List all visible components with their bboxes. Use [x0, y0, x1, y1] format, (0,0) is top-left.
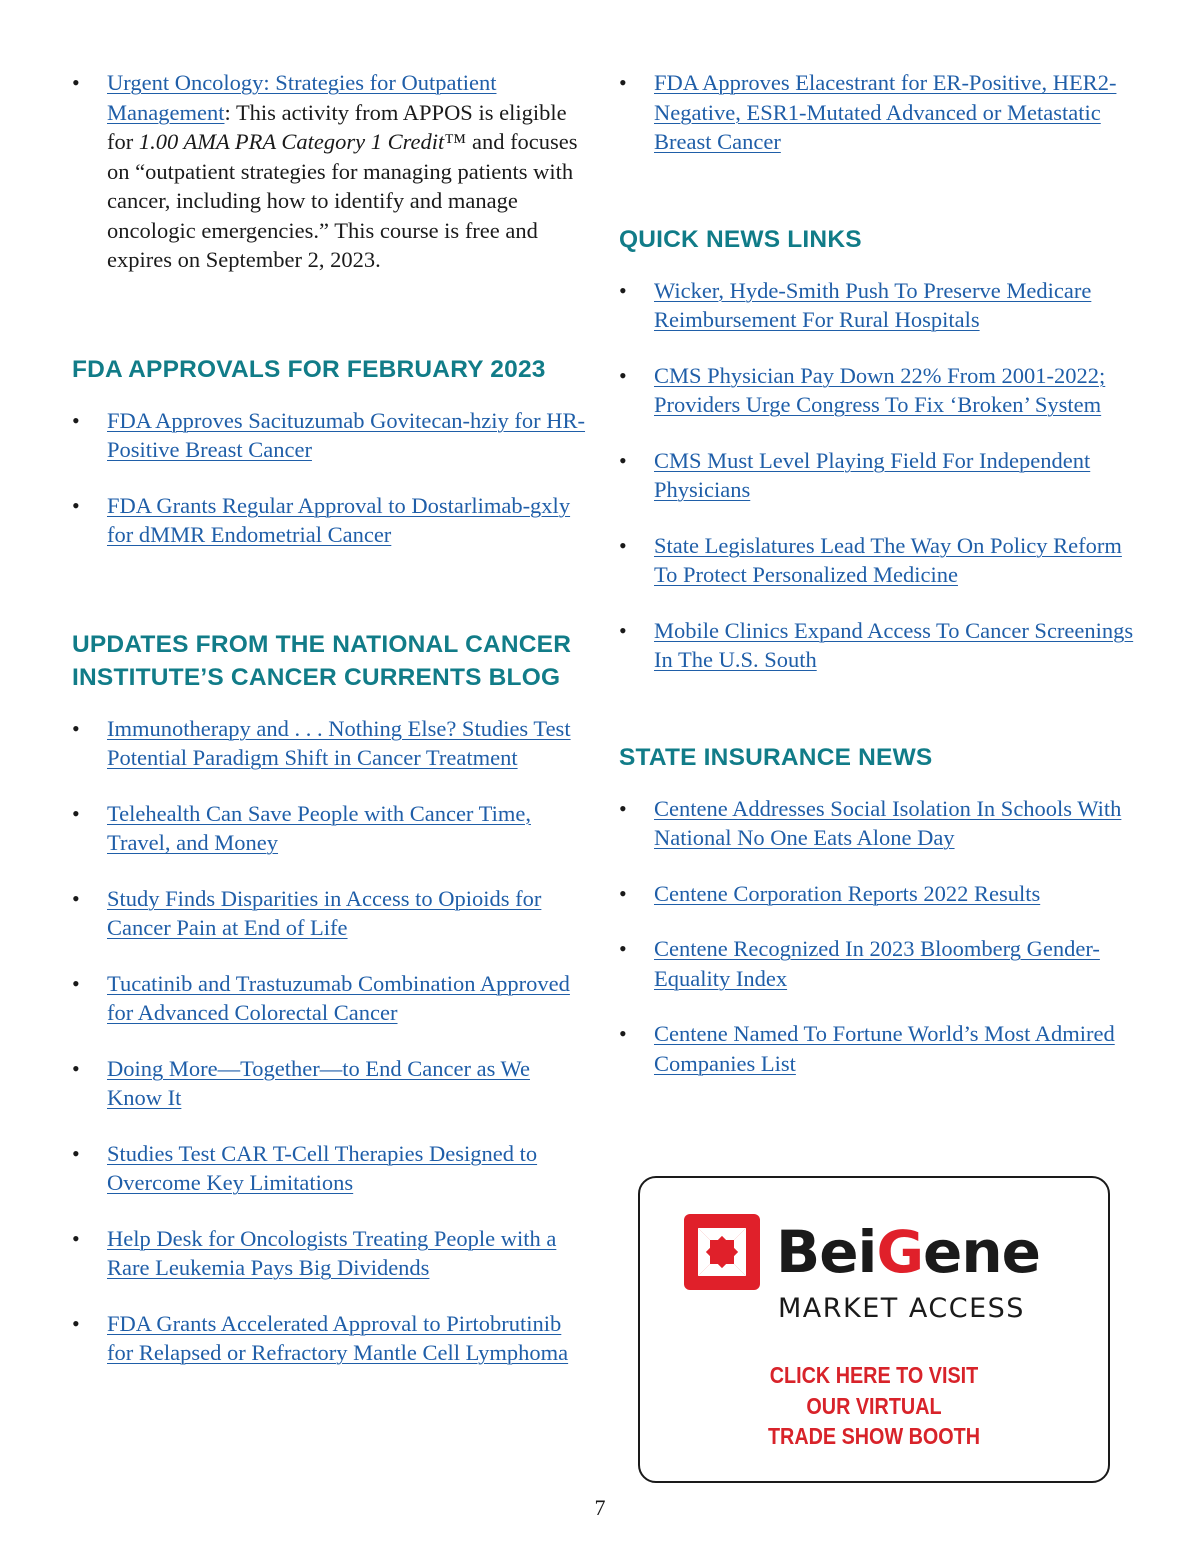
list-item — [619, 276, 1139, 335]
fda-approvals-heading: FDA APPROVALS FOR FEBRUARY 2023 — [72, 355, 546, 383]
cta-line: OUR VIRTUAL — [806, 1392, 942, 1419]
intro-list — [72, 68, 587, 275]
nci-updates-heading: UPDATES FROM THE NATIONAL CANCER INSTITUTE’S CANCER CURRENTS BLOG — [72, 630, 572, 691]
nci-item-link[interactable]: Help Desk for Oncologists Treating People with a Rare Leukemia Pays Big Dividends — [107, 1225, 557, 1280]
list-item — [619, 794, 1139, 853]
list-item — [72, 1054, 587, 1113]
intro-text-2: ™ and focuses on “outpatient strategies for managing patients with cancer, including how to identify and manage oncologic emergencies.” This course is free and expires on September 2, 2023. — [107, 129, 578, 272]
intro-text-1: : This activity from APPOS is eligible for — [107, 99, 567, 154]
page-number: 7 — [594, 1495, 606, 1520]
list-item — [619, 68, 1139, 157]
list-item — [72, 1224, 587, 1283]
list-item — [72, 799, 587, 858]
list-item — [72, 714, 587, 773]
state-insurance-heading: STATE INSURANCE NEWS — [619, 743, 933, 771]
nci-item-link[interactable]: Study Finds Disparities in Access to Opioids for Cancer Pain at End of Life — [107, 885, 542, 940]
intro-credit-italic: 1.00 AMA PRA Category 1 Credit — [138, 129, 445, 154]
nci-updates-list — [72, 714, 587, 1368]
nci-item-link[interactable]: Telehealth Can Save People with Cancer Time, Travel, and Money — [107, 800, 531, 855]
nci-item-link[interactable]: FDA Grants Accelerated Approval to Pirtobrutinib for Relapsed or Refractory Mantle Cell Lymphoma — [107, 1310, 569, 1365]
news-item-link[interactable]: Wicker, Hyde-Smith Push To Preserve Medicare Reimbursement For Rural Hospitals — [654, 277, 1092, 332]
list-item — [619, 1019, 1139, 1078]
insurance-item-link[interactable]: Centene Addresses Social Isolation In Schools With National No One Eats Alone Day — [654, 795, 1122, 850]
list-item — [72, 969, 587, 1028]
nci-item-link[interactable]: Studies Test CAR T-Cell Therapies Designed to Overcome Key Limitations — [107, 1140, 538, 1195]
cta-line: TRADE SHOW BOOTH — [767, 1423, 981, 1449]
list-item — [619, 446, 1139, 505]
list-item — [619, 531, 1139, 590]
list-item — [619, 361, 1139, 420]
quick-news-heading: QUICK NEWS LINKS — [619, 225, 862, 253]
beigene-logo-icon — [684, 1214, 760, 1290]
news-item-link[interactable]: CMS Physician Pay Down 22% From 2001-2022; Providers Urge Congress To Fix ‘Broken’ System — [654, 362, 1106, 417]
nci-item-link[interactable]: Tucatinib and Trastuzumab Combination Approved for Advanced Colorectal Cancer — [107, 970, 570, 1025]
nci-item-link[interactable]: Doing More—Together—to End Cancer as We Know It — [107, 1055, 530, 1110]
state-insurance-list — [619, 794, 1139, 1079]
fda-item-link[interactable]: FDA Grants Regular Approval to Dostarlimab-gxly for dMMR Endometrial Cancer — [107, 492, 571, 547]
list-item — [619, 934, 1139, 993]
virtual-booth-cta — [673, 1360, 1075, 1452]
fda-approvals-list — [72, 406, 587, 550]
insurance-item-link[interactable]: Centene Recognized In 2023 Bloomberg Gender-Equality Index — [654, 936, 1100, 991]
list-item — [72, 884, 587, 943]
insurance-item-link[interactable]: Centene Corporation Reports 2022 Results — [654, 880, 1041, 906]
beigene-wordmark: BeiGene — [776, 1218, 1041, 1286]
beigene-trade-show-ad[interactable] — [638, 1176, 1110, 1483]
news-item-link[interactable]: State Legislatures Lead The Way On Policy Reform To Protect Personalized Medicine — [654, 532, 1122, 587]
list-item — [619, 879, 1139, 909]
news-item-link[interactable]: Mobile Clinics Expand Access To Cancer Screenings In The U.S. South — [654, 617, 1134, 672]
continued-fda-list — [619, 68, 1139, 157]
list-item — [72, 406, 587, 465]
list-item — [72, 1139, 587, 1198]
quick-news-list — [619, 276, 1139, 675]
insurance-item-link[interactable]: Centene Named To Fortune World’s Most Admired Companies List — [654, 1021, 1115, 1076]
list-item — [72, 1309, 587, 1368]
nci-item-link[interactable]: Immunotherapy and . . . Nothing Else? Studies Test Potential Paradigm Shift in Cancer Treatment — [107, 715, 571, 770]
left-column — [72, 68, 587, 1394]
cta-line: CLICK HERE TO VISIT — [769, 1362, 979, 1388]
fda-item-link[interactable]: FDA Approves Sacituzumab Govitecan-hziy for HR-Positive Breast Cancer — [107, 407, 586, 462]
list-item — [72, 68, 587, 275]
fda-item-link[interactable]: FDA Approves Elacestrant for ER-Positive, HER2-Negative, ESR1-Mutated Advanced or Metastatic Breast Cancer — [654, 70, 1117, 154]
list-item — [619, 616, 1139, 675]
list-item — [72, 491, 587, 550]
news-item-link[interactable]: CMS Must Level Playing Field For Independent Physicians — [654, 447, 1091, 502]
urgent-oncology-link[interactable]: Urgent Oncology: Strategies for Outpatient Management — [107, 70, 497, 125]
market-access-label: MARKET ACCESS — [778, 1293, 1025, 1324]
right-column — [619, 68, 1139, 1104]
